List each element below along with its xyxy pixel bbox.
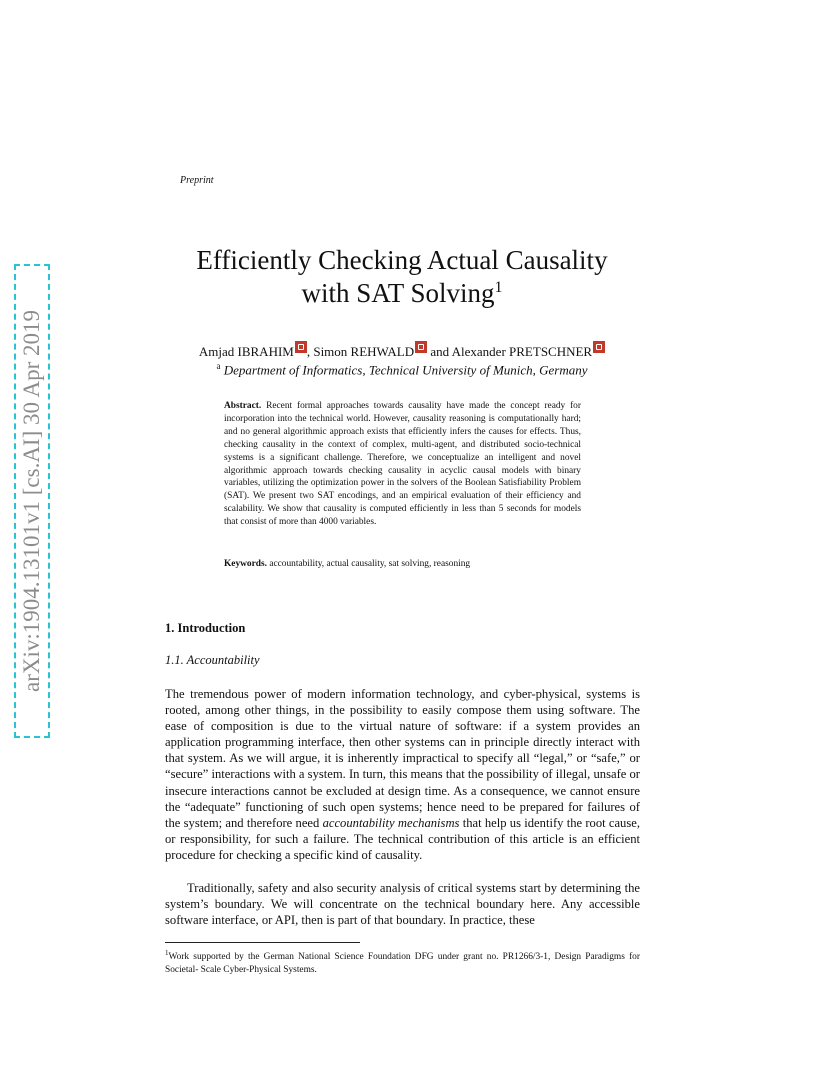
- footnote: [165, 947, 640, 976]
- arxiv-stamp: [14, 264, 50, 738]
- paragraph-1-part-2: that help us identify the root cause, or responsibility, for such a failure. The technical contribution of this article is an efficient procedure for checking a specific kind of causality.: [165, 815, 640, 862]
- title-line-2: with SAT Solving: [301, 278, 495, 308]
- section-heading: 1. Introduction: [165, 621, 246, 635]
- keywords-label: Keywords.: [224, 559, 267, 569]
- preprint-label: Preprint: [180, 175, 214, 186]
- paragraph-1: [165, 686, 640, 863]
- footnote-text: Work supported by the German National Science Foundation DFG under grant no. PR1266/3-1, Design Paradigms for Societal- Scale Cyber-Physical Systems.: [165, 952, 640, 975]
- title-footnote-mark: 1: [494, 279, 503, 296]
- paragraph-1-emphasis: accountability mechanisms: [322, 815, 460, 830]
- arxiv-identifier: arXiv:1904.13101v1 [cs.AI] 30 Apr 2019: [19, 309, 44, 693]
- author-list: [0, 341, 804, 360]
- keywords: [224, 559, 584, 569]
- keywords-text: accountability, actual causality, sat solving, reasoning: [269, 559, 471, 569]
- author-ibrahim: Amjad IBRAHIM: [198, 344, 294, 359]
- abstract: [224, 400, 581, 529]
- footnote-rule: [165, 942, 360, 943]
- title-line-1: Efficiently Checking Actual Causality: [196, 245, 608, 275]
- author-pretschner: and Alexander PRETSCHNER: [427, 344, 593, 359]
- orcid-icon[interactable]: [593, 341, 605, 353]
- footnote-mark: 1: [165, 949, 169, 957]
- paragraph-2: Traditionally, safety and also security analysis of critical systems start by determining the system’s boundary. We will concentrate on the technical boundary here. Any accessible software interface, or API, then is part of that boundary. In practice, these: [165, 881, 640, 928]
- orcid-icon[interactable]: [415, 341, 427, 353]
- orcid-icon[interactable]: [295, 341, 307, 353]
- affiliation-mark: a: [216, 361, 221, 371]
- paper-title: [0, 244, 804, 310]
- author-rehwald: , Simon REHWALD: [306, 344, 415, 359]
- abstract-text: Recent formal approaches towards causality have made the concept ready for incorporation into the technical world. However, causality reasoning is computationally hard; and no general algorithmic approach exists that efficiently infers the causes for effects. Thus, checking causality in the context of complex, multi-agent, and distributed socio-technical systems is a significant challenge. Therefore, we conceptualize an intelligent and novel algorithmic approach towards checking causality in acyclic causal models with binary variables, utilizing the optimization power in the solvers of the Boolean Satisfiability Problem (SAT). We present two SAT encodings, and an empirical evaluation of their efficiency and scalability. We show that causality is computed efficiently in less than 5 seconds for models that consist of more than 4000 variables.: [224, 401, 581, 528]
- abstract-label: Abstract.: [224, 401, 262, 411]
- affiliation-text: Department of Informatics, Technical University of Munich, Germany: [223, 362, 588, 378]
- paragraph-1-part-1: The tremendous power of modern information technology, and cyber-physical, systems is rooted, among other things, in the possibility to easily compose them using software. The ease of composition is due to the virtual nature of software: if a system provides an application programming interface, then other systems can in principle directly interact with that system. As we will argue, it is inherently impractical to specify all “legal,” or “safe,” or “secure” interactions with a system. In turn, this means that the possibility of illegal, unsafe or insecure interactions cannot be excluded at design time. As a consequence, we cannot ensure the “adequate” functioning of such open systems; hence need to be prepared for failures of the system; and therefore need: [165, 687, 640, 830]
- subsection-heading: 1.1. Accountability: [165, 653, 260, 667]
- affiliation: [0, 361, 804, 378]
